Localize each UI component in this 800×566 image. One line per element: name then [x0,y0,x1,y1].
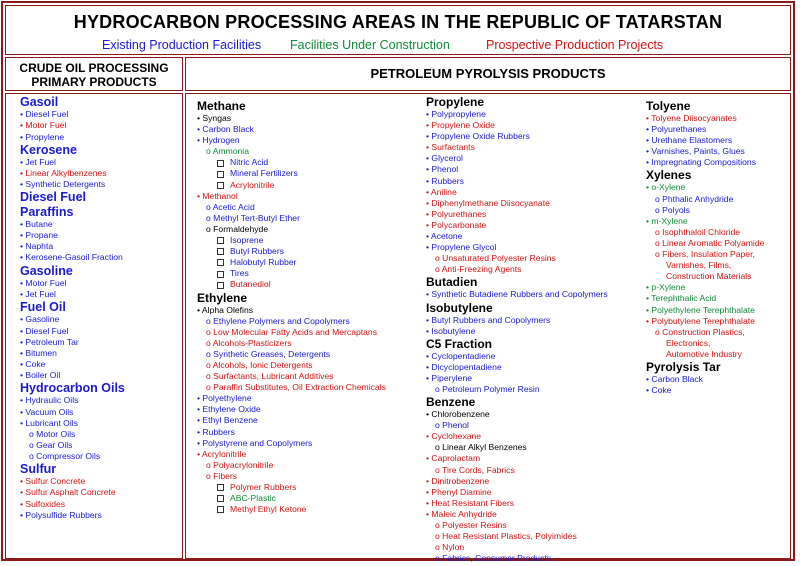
column-3 [426,95,608,564]
sub-product-item: o Unsaturated Polyester Resins [435,253,556,264]
sub-product-item: o Synthetic Greases, Detergents [206,348,331,359]
item-label: Butanediol [230,279,271,290]
sub-product-item: o Fibers, Insulation Paper, [655,249,755,260]
product-item: • Propylene [20,131,65,142]
sub-product-item: o Fibers [206,470,238,481]
sub-sub-product-item [197,168,386,179]
category-heading: Isobutylene [426,300,493,315]
product-item: • Propylene Oxide Rubbers [426,131,530,142]
product-item: • Rubbers [197,426,235,437]
product-item: • Propylene Glycol [426,242,497,253]
product-item: • Jet Fuel [20,288,56,299]
product-item: • Polyethylene Terephthalate [646,304,755,315]
product-item: • Coke [20,358,46,369]
category-heading: Tolyene [646,99,691,113]
product-item: • Impregnating Compositions [646,157,757,168]
product-item: • Butyl Rubbers and Copolymers [426,314,551,325]
product-item: • Methanol [197,190,238,201]
sub-product-item: o Compressor Oils [29,450,101,461]
product-item: • m-Xylene [646,215,688,226]
category-heading: Xylenes [646,168,692,183]
item-label: Butyl Rubbers [230,246,284,257]
product-item: • Surfactants [426,142,475,153]
sub-product-item: o Phenol [435,420,469,431]
item-label: Mineral Fertilizers [230,168,298,179]
sub-sub-product-item [197,279,386,290]
product-item: • Acetone [426,231,463,242]
sub-product-item: o Anti-Freezing Agents [435,264,522,275]
product-item: • Polysulfide Rubbers [20,509,102,520]
sub-product-continuation: Construction Materials [666,271,752,282]
product-item: • Polybutylene Terephthalate [646,315,755,326]
category-heading: Paraffins [20,204,74,219]
category-heading: Gasoline [20,263,73,278]
product-item: • Cyclohexane [426,431,482,442]
sub-product-item: o Petroleum Polymer Resin [435,383,540,394]
sub-product-continuation: Electronics, [666,337,711,348]
category-heading: Sulfur [20,461,57,476]
product-item: • Butane [20,219,53,230]
item-label: Tires [230,268,249,279]
product-item: • Petroleum Tar [20,336,79,347]
legend-existing: Existing Production Facilities [102,38,262,52]
product-item: • Boiler Oil [20,369,61,380]
category-heading: Butadien [426,275,478,290]
legend-construction: Facilities Under Construction [290,38,450,52]
header-left-line2: PRIMARY PRODUCTS [31,75,157,89]
product-item: • Varnishes, Paints, Glues [646,146,745,157]
sub-product-item: o Methyl Tert-Butyl Ether [206,212,300,223]
sub-product-item: o Isophthaloil Chloride [655,226,741,237]
product-item: • Hydrogen [197,135,240,146]
product-item: • Cyclopentadiene [426,350,496,361]
category-heading: Diesel Fuel [20,190,86,205]
product-item: • Piperylene [426,372,473,383]
product-item: • Aniline [426,186,457,197]
sub-sub-product-item [197,504,386,515]
sub-product-item: o Fabrics, Consumer Products [435,553,552,564]
category-heading: Propylene [426,95,485,109]
sub-product-item: o Phthalic Anhydride [655,193,734,204]
product-item: • Hydraulic Oils [20,395,79,406]
product-item: • Heat Resistant Fibers [426,497,515,508]
product-item: • Isobutylene [426,325,476,336]
sub-product-item: o Formaldehyde [206,223,269,234]
item-label: Isoprene [230,235,264,246]
sub-product-item: o Gear Oils [29,439,73,450]
sub-product-continuation: Varnishes, Films, [666,260,732,271]
product-item: • Carbon Black [646,373,703,384]
product-item: • Caprolactam [426,453,481,464]
checkbox-bullet-icon [217,160,224,167]
sub-product-item: o Heat Resistant Plastics, Polyimides [435,531,577,542]
product-item: • Kerosene-Gasoil Fraction [20,252,123,263]
product-item: • Jet Fuel [20,157,56,168]
checkbox-bullet-icon [217,495,224,502]
product-item: • Carbon Black [197,124,254,135]
sub-product-item: o Acetic Acid [206,201,255,212]
category-heading: Gasoil [20,95,59,109]
header-pyrolysis: PETROLEUM PYROLYSIS PRODUCTS [185,57,791,91]
sub-product-item: o Tire Cords, Fabrics [435,464,515,475]
sub-sub-product-item [197,235,386,246]
sub-product-continuation: Automotive Industry [666,348,742,359]
product-item: • Ethyl Benzene [197,415,258,426]
category-heading: Methane [197,99,246,113]
item-label: Polymer Rubbers [230,482,297,492]
checkbox-bullet-icon [217,506,224,513]
product-item: • Motor Fuel [20,120,67,131]
product-item: • Urethane Elastomers [646,135,733,146]
product-item: • Ethylene Oxide [197,404,261,415]
product-item: • Dicyclopentadiene [426,361,502,372]
panel-pyrolysis [185,93,791,564]
sub-product-item: o Ammonia [206,146,249,157]
sub-product-item: o Surfactants, Lubricant Additives [206,371,334,382]
checkbox-bullet-icon [217,282,224,289]
category-heading: Benzene [426,395,476,410]
sub-product-item: o Motor Oils [29,428,76,439]
product-item: • o-Xylene [646,182,686,193]
checkbox-bullet-icon [217,171,224,178]
product-item: • Glycerol [426,153,463,164]
product-item: • Polypropylene [426,109,486,119]
product-item: • Polystyrene and Copolymers [197,437,313,448]
sub-sub-product-item [197,482,386,493]
item-label: Methyl Ethyl Ketone [230,504,307,515]
sub-product-item: o Ethylene Polymers and Copolymers [206,315,350,326]
sub-product-item: o Linear Alkyl Benzenes [435,442,527,453]
checkbox-bullet-icon [217,259,224,266]
product-item: • Polyurethanes [646,124,707,135]
sub-product-item: o Polyols [655,204,690,215]
sub-product-item: o Low Molecular Fatty Acids and Mercaptans [206,326,378,337]
product-item: • Alpha Olefins [197,304,254,315]
sub-sub-product-item [197,246,386,257]
checkbox-bullet-icon [217,237,224,244]
checkbox-bullet-icon [217,248,224,255]
product-item: • Synthetic Detergents [20,179,106,190]
sub-product-item: o Construction Plastics, [655,326,745,337]
item-label: ABC-Plastic [230,493,276,504]
checkbox-bullet-icon [217,271,224,278]
product-item: • Terephthalic Acid [646,293,717,304]
product-item: • Lubricant Oils [20,417,78,428]
product-item: • Syngas [197,113,232,123]
product-item: • Propylene Oxide [426,120,495,131]
sub-product-item: o Polyacrylonitrile [206,459,274,470]
sub-sub-product-item [197,257,386,268]
header-left-line1: CRUDE OIL PROCESSING [19,61,169,75]
checkbox-bullet-icon [217,484,224,491]
product-item: • Chlorobenzene [426,409,490,420]
page-frame [1,1,795,564]
product-item: • Naphta [20,241,54,252]
legend-prospective: Prospective Production Projects [486,38,664,52]
product-item: • Maleic Anhydride [426,508,497,519]
product-item: • Diesel Fuel [20,109,69,120]
sub-sub-product-item [197,493,386,504]
product-item: • Bitumen [20,347,57,358]
product-item: • Sulfoxides [20,498,66,509]
sub-product-item: o Alcohols-Plasticizers [206,337,292,348]
product-item: • Motor Fuel [20,277,67,288]
sub-product-item: o Polyester Resins [435,520,507,530]
product-item: • Polyurethanes [426,208,487,219]
product-item: • Gasoline [20,314,60,325]
product-item: • Acrylonitrile [197,448,247,459]
product-item: • Diphenylmethane Diisocyanate [426,197,550,208]
item-label: Acrylonitrile [230,179,275,190]
category-heading: Fuel Oil [20,300,66,315]
product-item: • Propane [20,230,58,241]
product-item: • Tolyene Diisocyanates [646,113,737,123]
panel-crude-oil [5,93,183,559]
product-item: • Diesel Fuel [20,325,69,336]
sub-product-item: o Nylon [435,542,465,553]
product-item: • Dinitrobenzene [426,475,490,486]
product-item: • Synthetic Butadiene Rubbers and Copolymers [426,289,608,300]
sub-sub-product-item [197,268,386,279]
product-item: • p-Xylene [646,282,686,293]
product-item: • Phenol [426,164,459,175]
sub-sub-product-item [197,180,386,191]
title-box [5,5,791,55]
product-item: • Phenyl Diamine [426,486,492,497]
product-item: • Polyethylene [197,393,252,404]
column-2 [197,99,386,515]
product-item: • Sulfur Concrete [20,476,86,487]
category-heading: C5 Fraction [426,336,493,351]
category-heading: Kerosene [20,142,77,157]
column-1 [20,95,125,521]
column-4 [646,99,764,396]
checkbox-bullet-icon [217,182,224,189]
product-item: • Sulfur Asphalt Concrete [20,487,116,498]
product-item: • Rubbers [426,175,464,186]
sub-sub-product-item [197,157,386,168]
sub-product-item: o Alcohols, Ionic Detergents [206,359,313,370]
product-item: • Coke [646,385,672,396]
product-item: • Vacuum Oils [20,406,74,417]
item-label: Halobutyl Rubber [230,257,297,268]
product-item: • Linear Alkylbenzenes [20,168,107,179]
sub-product-item: o Linear Aromatic Polyamide [655,237,765,248]
category-heading: Hydrocarbon Oils [20,381,125,396]
sub-product-item: o Paraffin Substitutes, Oil Extraction Chemicals [206,382,386,393]
category-heading: Ethylene [197,290,248,305]
category-heading: Pyrolysis Tar [646,359,721,374]
header-crude-oil [5,57,183,91]
product-item: • Polycarbonate [426,219,487,230]
item-label: Nitric Acid [230,157,269,168]
page-title: HYDROCARBON PROCESSING AREAS IN THE REPUBLIC OF TATARSTAN [73,12,723,32]
